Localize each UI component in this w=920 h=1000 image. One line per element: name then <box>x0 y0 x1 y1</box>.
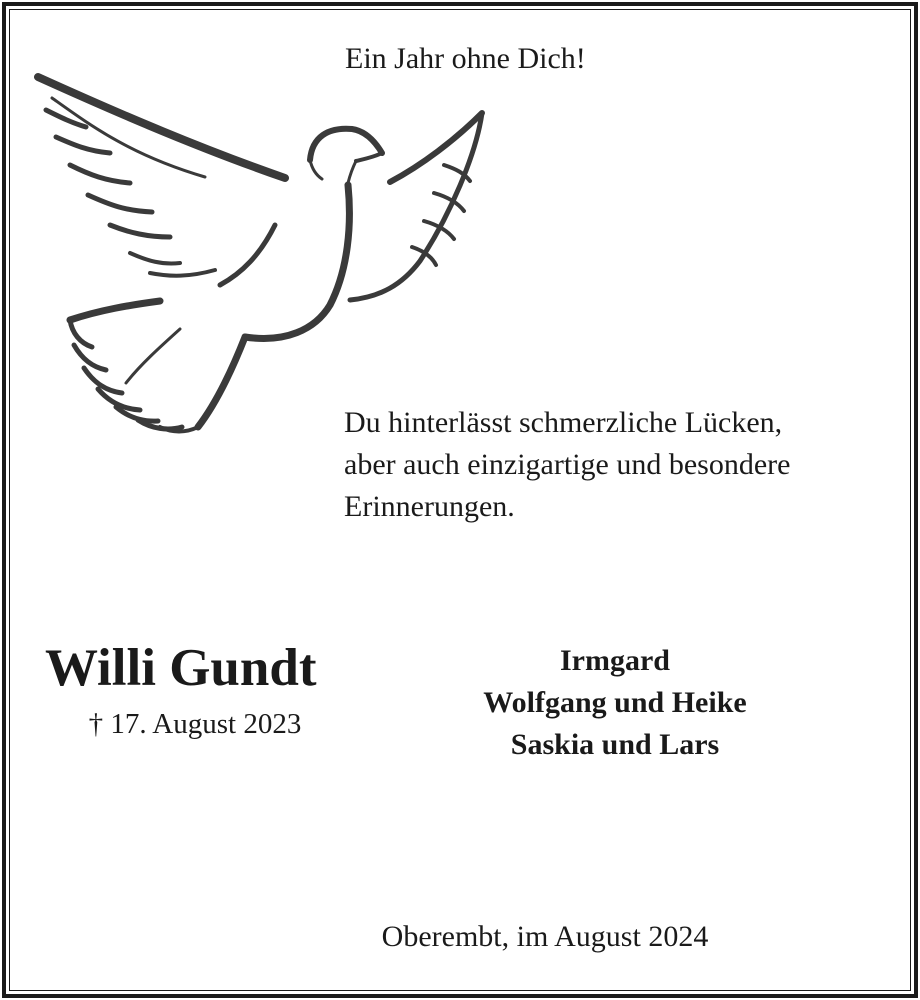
notice-heading: Ein Jahr ohne Dich! <box>345 42 586 75</box>
poem-line: Erinnerungen. <box>344 490 515 523</box>
dove-icon <box>30 65 500 440</box>
mourners-list <box>440 640 790 766</box>
mourner-name: Saskia und Lars <box>510 728 720 761</box>
mourner-name: Irmgard <box>560 644 670 677</box>
death-date: † 17. August 2023 <box>88 708 302 740</box>
poem-text <box>344 402 904 528</box>
place-date: Oberembt, im August 2024 <box>381 920 709 953</box>
mourner-name: Wolfgang und Heike <box>483 686 747 719</box>
poem-line: Du hinterlässt schmerzliche Lücken, <box>344 406 783 439</box>
poem-line: aber auch einzigartige und besondere <box>344 448 791 481</box>
deceased-name: Willi Gundt <box>45 639 317 697</box>
